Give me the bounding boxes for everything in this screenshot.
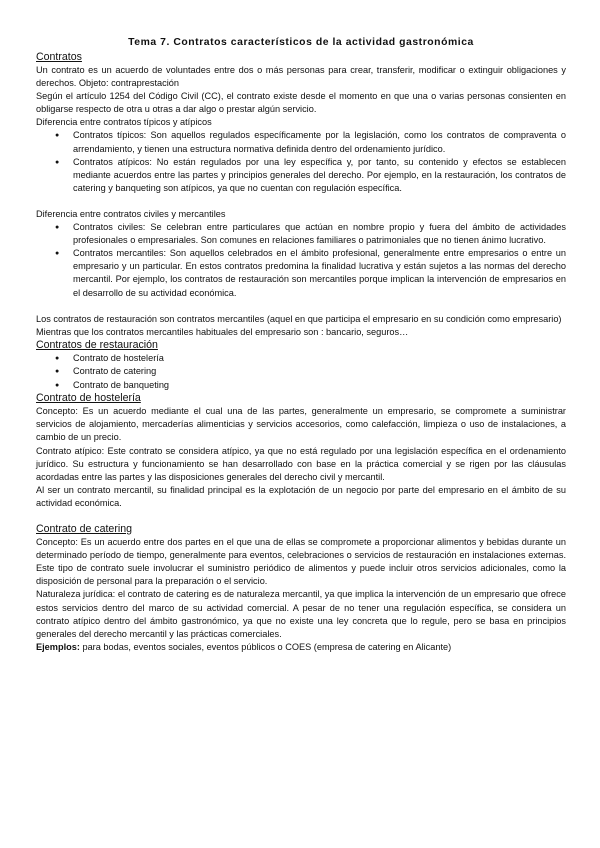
document-title: Tema 7. Contratos característicos de la actividad gastronómica — [128, 37, 474, 48]
list-item: ● Contrato de hostelería — [73, 352, 566, 366]
document-page — [36, 36, 566, 654]
list-item: ● Contrato de catering — [73, 365, 566, 379]
bullet-list-restauracion — [36, 352, 566, 393]
section-heading-hosteleria: Contrato de hostelería — [36, 392, 141, 405]
ejemplos-label: Ejemplos: — [36, 641, 80, 652]
ejemplos-line — [36, 641, 566, 654]
paragraph: Un contrato es un acuerdo de voluntades entre dos o más personas para crear, transferir, modificar o extinguir obligaciones y derechos. Objeto: contraprestación — [36, 65, 566, 89]
paragraph: Según el artículo 1254 del Código Civil (CC), el contrato existe desde el momento en que una o varias personas consienten en obligarse respecto de otra u otras a dar algo o prestar algún servicio. — [36, 91, 566, 115]
bullet-list-tipicos — [36, 129, 566, 194]
list-item: ● Contratos típicos: Son aquellos regulados específicamente por la legislación, como los contratos de compraventa o arrendamiento, y tienen una estructura normativa definida dentro del ordenamiento jurídico. — [73, 129, 566, 155]
list-item: ● Contratos atípicos: No están regulados por una ley específica y, por tanto, su contenido y efectos se establecen mediante acuerdos entre las partes y principios generales del derecho. Por ejemplo, en la restauración, los contratos de catering y banqueting son atípicos, ya que no cuentan con regulación específica. — [73, 156, 566, 195]
paragraph: Los contratos de restauración son contratos mercantiles (aquel en que participa el empresario en su condición como empresario) — [36, 313, 562, 324]
paragraph: Al ser un contrato mercantil, su finalidad principal es la explotación de un negocio por parte del empresario en el ámbito de su actividad económica. — [36, 484, 566, 508]
paragraph: Naturaleza jurídica: el contrato de catering es de naturaleza mercantil, ya que implica la intervención de un empresario que ofrece estos servicios dentro del marco de su actividad comercial. A pesar de no tener una regulación específica, se considera un contrato atípico dentro del ámbito gastronómico, ya que no existe una ley concreta que lo regule, pero se basa en principios generales del derecho mercantil y las prácticas comerciales. — [36, 589, 566, 639]
subheading-civiles-mercantiles: Diferencia entre contratos civiles y mercantiles — [36, 208, 226, 219]
section-heading-catering: Contrato de catering — [36, 523, 132, 536]
paragraph: Mientras que los contratos mercantiles habituales del empresario son : bancario, seguros… — [36, 326, 409, 337]
paragraph: Concepto: Es un acuerdo entre dos partes en el que una de ellas se compromete a proporcionar alimentos y bebidas durante un determinado período de tiempo, generalmente para eventos, celebraciones o servicios de restauración en instalaciones externas. Este tipo de contrato suele involucrar el suministro periódico de alimentos y puede incluir otros servicios adicionales, como la disposición de personal para la preparación o el servicio. — [36, 537, 566, 587]
list-item: ● Contrato de banqueting — [73, 379, 566, 393]
section-heading-contratos: Contratos — [36, 51, 82, 63]
subheading-tipicos-atipicos: Diferencia entre contratos típicos y atípicos — [36, 117, 212, 128]
ejemplos-text: para bodas, eventos sociales, eventos públicos o COES (empresa de catering en Alicante) — [79, 641, 452, 652]
paragraph: Concepto: Es un acuerdo mediante el cual una de las partes, generalmente un empresario, se compromete a suministrar servicios de alojamiento, mercaderías alimenticias y servicios accesorios, como calefacción, limpieza o uso de instalaciones, a cambio de un precio. — [36, 406, 566, 443]
list-item: ● Contratos mercantiles: Son aquellos celebrados en el ámbito profesional, generalmente entre empresarios o entre un empresario y un particular. En estos contratos predomina la finalidad lucrativa y están sujetos a las normas del derecho mercantil. Por ejemplo, los contratos de restauración son mercantiles porque implican la intervención de empresarios en el desarrollo de su actividad económica. — [73, 247, 566, 299]
bullet-list-civiles — [36, 221, 566, 300]
list-item: ● Contratos civiles: Se celebran entre particulares que actúan en nombre propio y fuera del ámbito de actividades profesionales o empresariales. Son comunes en relaciones familiares o patrimoniales que no tienen ánimo lucrativo. — [73, 221, 566, 247]
paragraph: Contrato atípico: Este contrato se considera atípico, ya que no está regulado por una legislación específica en el ordenamiento jurídico. Su estructura y funcionamiento se han desarrollado con base en la práctica comercial y se rigen por las cláusulas acordadas entre las partes y las disposiciones generales del derecho civil y mercantil. — [36, 445, 566, 482]
section-heading-restauracion: Contratos de restauración — [36, 338, 158, 351]
